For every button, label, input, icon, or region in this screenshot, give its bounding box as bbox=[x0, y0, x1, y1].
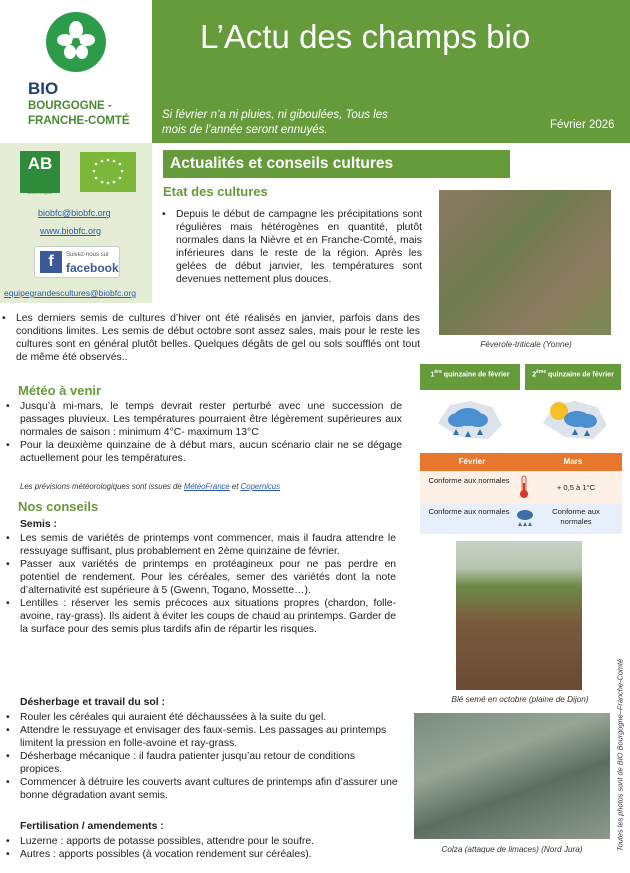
photo-feverole-triticale bbox=[439, 190, 611, 335]
logo-region-text: BOURGOGNE - FRANCHE-COMTÉ bbox=[28, 100, 130, 127]
heading-conseils: Nos conseils bbox=[18, 499, 99, 514]
fertilisation-bullet-1: • Luzerne : apports de potasse possibles, attendre pour le soufre. bbox=[4, 835, 398, 848]
meteo-bullet-2: • Pour la deuxième quinzaine de à début mars, aucun scénario clair ne se dégage actuellement pour les températures. bbox=[4, 439, 402, 465]
logo-bio-text: BIO bbox=[28, 79, 59, 98]
desherbage-bullet-1: • Rouler les céréales qui auraient été déchaussées à la suite du gel. bbox=[4, 711, 398, 724]
meteo-bullet-1: • Jusqu’à mi-mars, le temps devrait rester perturbé avec une succession de passages pluvieux. Les températures pourraient être légèrement supérieures aux normales de saison : minimum 4°C- maximum 13°C bbox=[4, 400, 402, 439]
rain-cloud-icon bbox=[430, 393, 510, 445]
weather-r2c1: Conforme aux normales bbox=[428, 507, 510, 516]
ab-label-subtitle: AGRICULTURE BIOLOGIQUE bbox=[25, 185, 55, 195]
photo-colza bbox=[414, 713, 610, 839]
desherbage-bullet-3: • Désherbage mécanique : il faudra patienter jusqu’au retour de conditions propices. bbox=[4, 750, 398, 776]
caption-colza: Colza (attaque de limaces) (Nord Jura) bbox=[441, 845, 583, 854]
weather-r2c2: Conforme aux normales bbox=[552, 507, 600, 526]
semis-bullet-1: • Les semis de variétés de printemps vont commencer, mais il faudra attendre le ressuyage suffisant, plus probablement en 2ème quinzaine de février. bbox=[4, 532, 396, 558]
thermometer-icon bbox=[518, 475, 530, 499]
weather-q1-header: 1ère quinzaine de février bbox=[420, 364, 520, 390]
weather-r1c2: + 0,5 à 1°C bbox=[556, 483, 596, 492]
fertilisation-list bbox=[4, 835, 398, 861]
weather-col-mars: Mars bbox=[524, 453, 622, 471]
flower-logo-icon bbox=[46, 12, 106, 72]
semis-bullet-2: • Passer aux variétés de printemps en protéagineux pour ne pas perdre en potentiel de rendement. Pour les céréales, semer des variétés dont la note d’alternativité est supérieure à 5 (Gwenn, Togano, Mossette…). bbox=[4, 558, 396, 597]
desherbage-bullet-2: • Attendre le ressuyage et envisager des faux-semis. Les passages au printemps limitent la pression en folle-avoine et ray-grass. bbox=[4, 724, 398, 750]
page-title: L’Actu des champs bio bbox=[200, 18, 531, 55]
heading-meteo: Météo à venir bbox=[18, 383, 102, 398]
photo-ble-octobre bbox=[456, 541, 582, 690]
etat-bullet-1: • Depuis le début de campagne les précipitations sont régulières mais hétérogènes en quantité, plutôt normales dans la Nièvre et en Franche-Comté, mais inférieures dans le reste de la région. Après les gelées de début janvier, les températures sont devenues nettement plus douces. bbox=[160, 208, 422, 286]
ab-label-icon: AB bbox=[20, 151, 60, 193]
etat-list-2 bbox=[0, 312, 420, 364]
desherbage-list bbox=[4, 711, 398, 802]
semis-title: Semis : bbox=[20, 519, 57, 530]
semis-bullet-3: • Lentilles : réserver les semis précoces aux situations propres (chardon, folle-avoine, ray-grass). Ils aident à éviter les coups de chaud au printemps. Garder de la surface pour des semis plus tardifs afin de répartir les risques. bbox=[4, 597, 396, 636]
facebook-name-label: facebook bbox=[66, 261, 119, 275]
team-email-link[interactable]: equipegrandescultures@biobfc.org bbox=[4, 288, 136, 298]
etat-bullet-2: • Les derniers semis de cultures d’hiver ont été réalisés en janvier, parfois dans des conditions limites. Les semis de début octobre sont assez sales, mais pour le reste les cultures sont en général plutôt belles. Quelques dégâts de gel ou sols soufflés ont tout de même été observés.. bbox=[0, 312, 420, 364]
facebook-follow-label: Suivez-nous sur bbox=[66, 252, 110, 258]
fertilisation-bullet-2: • Autres : apports possibles (à vocation rendement sur céréales). bbox=[4, 848, 398, 861]
desherbage-title: Désherbage et travail du sol : bbox=[20, 697, 165, 708]
header-quote: Si février n’a ni pluies, ni giboulées, Tous les mois de l’année seront ennuyés. bbox=[162, 109, 388, 136]
facebook-icon: f bbox=[40, 251, 62, 273]
contact-email-link[interactable]: biobfc@biobfc.org bbox=[38, 208, 111, 218]
weather-q2-header: 2ème quinzaine de février bbox=[525, 364, 621, 390]
weather-col-fevrier: Février bbox=[420, 453, 524, 471]
photo-credit: Toutes les photos sont de BIO Bourgogne–Franche-Comté bbox=[615, 658, 625, 852]
weather-r1c1: Conforme aux normales bbox=[428, 476, 510, 485]
copernicus-link[interactable]: Copernicus bbox=[240, 482, 281, 491]
desherbage-bullet-4: • Commencer à détruire les couverts avant cultures de printemps afin d’assurer une bonne dégradation avant semis. bbox=[4, 776, 398, 802]
meteo-source: Les prévisions météorologiques sont issues de MétéoFrance et Copernicus bbox=[20, 482, 281, 491]
section-title: Actualités et conseils cultures bbox=[170, 155, 394, 172]
meteofrance-link[interactable]: MétéoFrance bbox=[183, 482, 230, 491]
caption-ble: Blé semé en octobre (plaine de Dijon) bbox=[451, 695, 589, 704]
website-link[interactable]: www.biobfc.org bbox=[40, 226, 102, 236]
rain-drops-icon bbox=[514, 508, 536, 528]
issue-date: Février 2026 bbox=[550, 119, 615, 131]
heading-etat-cultures: Etat des cultures bbox=[163, 184, 268, 199]
sun-rain-icon bbox=[535, 393, 615, 445]
fertilisation-title: Fertilisation / amendements : bbox=[20, 821, 164, 832]
etat-list bbox=[160, 208, 422, 286]
meteo-list bbox=[4, 400, 402, 465]
eu-organic-leaf-icon bbox=[80, 152, 136, 192]
semis-list bbox=[4, 532, 396, 636]
caption-feverole: Féverole-triticale (Yonne) bbox=[480, 340, 572, 349]
